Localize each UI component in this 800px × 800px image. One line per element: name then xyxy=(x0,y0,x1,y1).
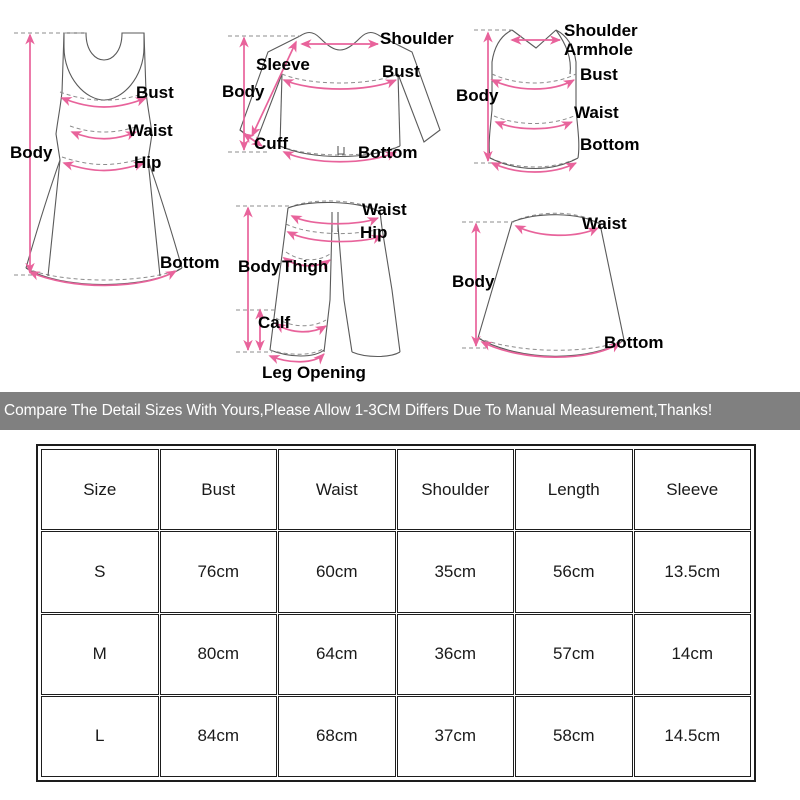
pants-label-hip: Hip xyxy=(360,223,388,242)
table-row xyxy=(41,531,751,612)
dress-label-bust: Bust xyxy=(136,83,174,102)
table-header-row xyxy=(41,449,751,530)
table-cell-size: S xyxy=(41,531,159,612)
pants-label-body: Body xyxy=(238,257,281,276)
dress-label-waist: Waist xyxy=(128,121,173,140)
table-cell-value: 36cm xyxy=(397,614,515,695)
table-cell-value: 68cm xyxy=(278,696,396,777)
skirt-label-body: Body xyxy=(452,272,495,291)
top-label-body: Body xyxy=(222,82,265,101)
table-cell-value: 80cm xyxy=(160,614,278,695)
banner-text: Compare The Detail Sizes With Yours,Please Allow 1-3CM Differs Due To Manual Measurement,Thanks! xyxy=(4,402,713,419)
table-cell-value: 35cm xyxy=(397,531,515,612)
table-cell-value: 60cm xyxy=(278,531,396,612)
dress-label-body: Body xyxy=(10,143,53,162)
pants-label-leg-opening: Leg Opening xyxy=(262,363,366,382)
table-cell-value: 57cm xyxy=(515,614,633,695)
table-header-cell-length: Length xyxy=(515,449,633,530)
table-cell-value: 84cm xyxy=(160,696,278,777)
table-cell-value: 58cm xyxy=(515,696,633,777)
dress-label-bottom: Bottom xyxy=(160,253,220,272)
table-cell-size: L xyxy=(41,696,159,777)
table-row xyxy=(41,696,751,777)
top-label-bust: Bust xyxy=(382,62,420,81)
top-label-shoulder: Shoulder xyxy=(380,29,454,48)
tank-label-bust: Bust xyxy=(580,65,618,84)
table-cell-value: 14.5cm xyxy=(634,696,752,777)
size-chart-table-wrapper xyxy=(36,444,756,782)
table-cell-value: 13.5cm xyxy=(634,531,752,612)
top-label-sleeve: Sleeve xyxy=(256,55,310,74)
top-label-cuff: Cuff xyxy=(254,134,288,153)
tank-label-shoulder: Shoulder xyxy=(564,21,638,40)
table-cell-value: 76cm xyxy=(160,531,278,612)
table-cell-value: 14cm xyxy=(634,614,752,695)
table-header-cell-waist: Waist xyxy=(278,449,396,530)
top-diagram xyxy=(222,29,454,162)
measurement-disclaimer-banner xyxy=(0,392,800,430)
tank-label-waist: Waist xyxy=(574,103,619,122)
tank-label-armhole: Armhole xyxy=(564,40,633,59)
pants-diagram xyxy=(236,200,407,382)
dress-label-hip: Hip xyxy=(134,153,162,172)
top-label-bottom: Bottom xyxy=(358,143,418,162)
table-header-cell-shoulder: Shoulder xyxy=(397,449,515,530)
pants-label-calf: Calf xyxy=(258,313,291,332)
table-header-cell-size: Size xyxy=(41,449,159,530)
table-cell-value: 64cm xyxy=(278,614,396,695)
skirt-diagram xyxy=(452,213,663,357)
tank-diagram xyxy=(456,21,639,172)
tank-label-bottom: Bottom xyxy=(580,135,640,154)
size-chart-body xyxy=(41,449,751,777)
pants-label-thigh: Thigh xyxy=(282,257,329,276)
tank-label-body: Body xyxy=(456,86,499,105)
skirt-label-waist: Waist xyxy=(582,214,627,233)
pants-label-waist: Waist xyxy=(362,200,407,219)
table-header-cell-bust: Bust xyxy=(160,449,278,530)
garment-measurement-diagrams xyxy=(0,0,800,390)
skirt-label-bottom: Bottom xyxy=(604,333,664,352)
table-cell-value: 37cm xyxy=(397,696,515,777)
size-chart-table xyxy=(40,448,752,778)
table-cell-size: M xyxy=(41,614,159,695)
dress-diagram xyxy=(10,33,219,285)
table-cell-value: 56cm xyxy=(515,531,633,612)
table-header-cell-sleeve: Sleeve xyxy=(634,449,752,530)
table-row xyxy=(41,614,751,695)
